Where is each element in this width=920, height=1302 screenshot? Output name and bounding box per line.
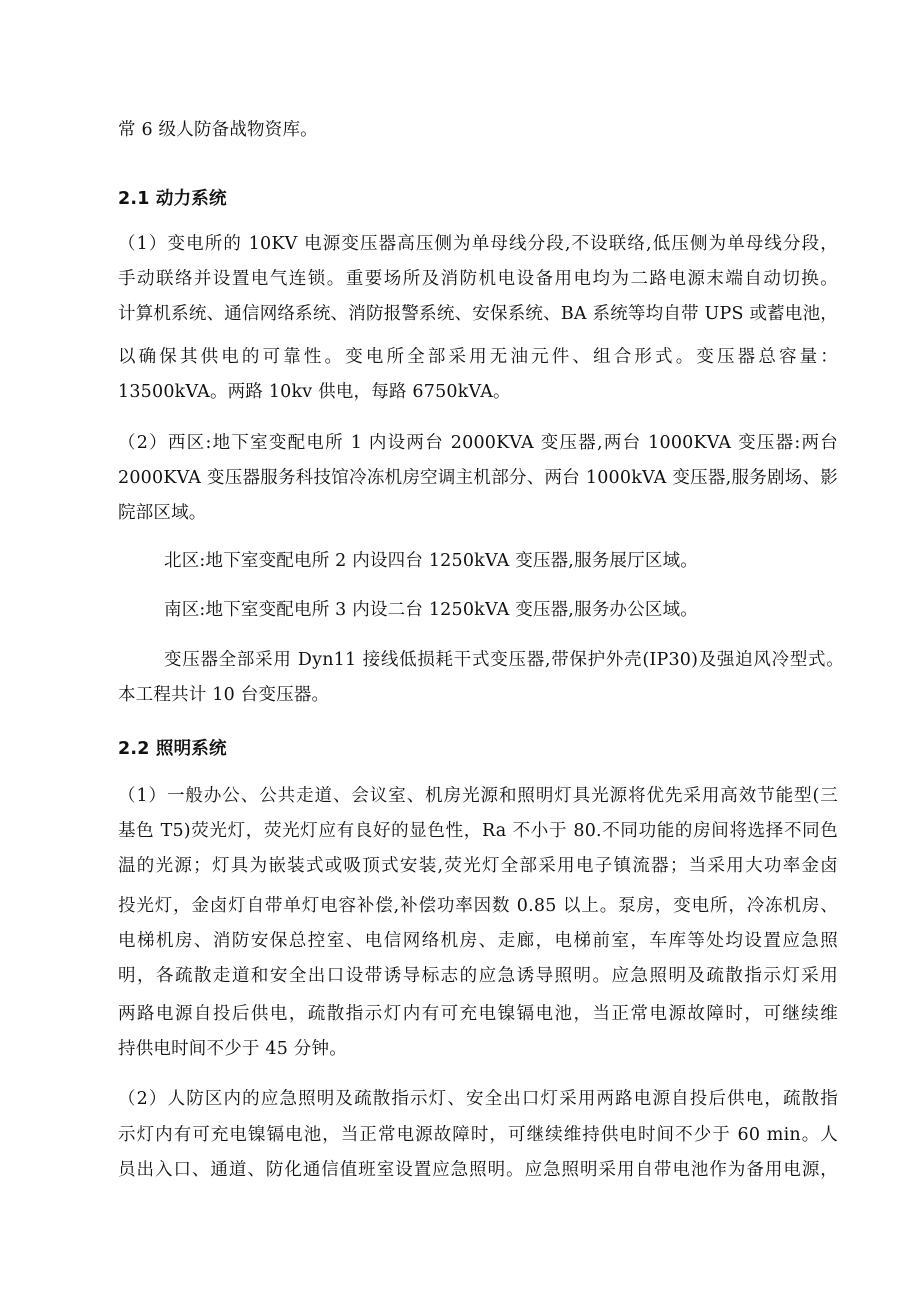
text-line: 13500kVA。两路 10kv 供电，每路 6750kVA。: [118, 382, 511, 402]
text-line: 明，各疏散走道和安全出口设带诱导标志的应急诱导照明。应急照明及疏散指示灯采用: [118, 966, 838, 986]
text-line: 以确保其供电的可靠性。变电所全部采用无油元件、组合形式。变压器总容量：: [118, 347, 838, 367]
text-line: 投光灯，金卤灯自带单灯电容补偿,补偿功率因数 0.85 以上。泵房，变电所，冷冻机房、: [118, 896, 838, 916]
text-line: 温的光源；灯具为嵌装式或吸顶式安装,荧光灯全部采用电子镇流器；当采用大功率金卤: [118, 856, 838, 876]
text-line: 示灯内有可充电镍镉电池，当正常电源故障时，可继续维持供电时间不少于 60 min。人: [118, 1125, 838, 1145]
text-line: 手动联络并设置电气连锁。重要场所及消防机电设备用电均为二路电源末端自动切换。: [118, 269, 838, 289]
text-line: 基色 T5)荧光灯，荧光灯应有良好的显色性，Ra 不小于 80.不同功能的房间将选择不同色: [118, 821, 838, 841]
text-line: （1）变电所的 10KV 电源变压器高压侧为单母线分段,不设联络,低压侧为单母线分段，: [118, 234, 838, 254]
text-line: 计算机系统、通信网络系统、消防报警系统、安保系统、BA 系统等均自带 UPS 或蓄电池，: [118, 304, 838, 324]
section-heading-power: 2.1 动力系统: [118, 189, 227, 209]
text-line: 本工程共计 10 台变压器。: [118, 685, 330, 705]
text-line: 2000KVA 变压器服务科技馆冷冻机房空调主机部分、两台 1000kVA 变压器,服务剧场、影: [118, 468, 838, 488]
text-line: （1）一般办公、公共走道、会议室、机房光源和照明灯具光源将优先采用高效节能型(三: [118, 786, 838, 806]
text-line: 员出入口、通道、防化通信值班室设置应急照明。应急照明采用自带电池作为备用电源，: [118, 1160, 838, 1180]
text-line: 持供电时间不少于 45 分钟。: [118, 1039, 347, 1059]
text-line: 变压器全部采用 Dyn11 接线低损耗干式变压器,带保护外壳(IP30)及强迫风冷型式。: [164, 650, 844, 670]
text-line: 北区:地下室变配电所 2 内设四台 1250kVA 变压器,服务展厅区域。: [164, 551, 698, 571]
section-heading-lighting: 2.2 照明系统: [118, 739, 227, 759]
text-line: （2）西区:地下室变配电所 1 内设两台 2000KVA 变压器,两台 1000KVA 变压器:两台: [118, 433, 838, 453]
text-line: 电梯机房、消防安保总控室、电信网络机房、走廊，电梯前室，车库等处均设置应急照: [118, 931, 838, 951]
text-line: （2）人防区内的应急照明及疏散指示灯、安全出口灯采用两路电源自投后供电，疏散指: [118, 1089, 838, 1109]
text-line: 南区:地下室变配电所 3 内设二台 1250kVA 变压器,服务办公区域。: [164, 600, 698, 620]
intro-line: 常 6 级人防备战物资库。: [118, 120, 318, 140]
text-line: 院部区域。: [118, 503, 207, 523]
text-line: 两路电源自投后供电，疏散指示灯内有可充电镍镉电池，当正常电源故障时，可继续维: [118, 1004, 838, 1024]
